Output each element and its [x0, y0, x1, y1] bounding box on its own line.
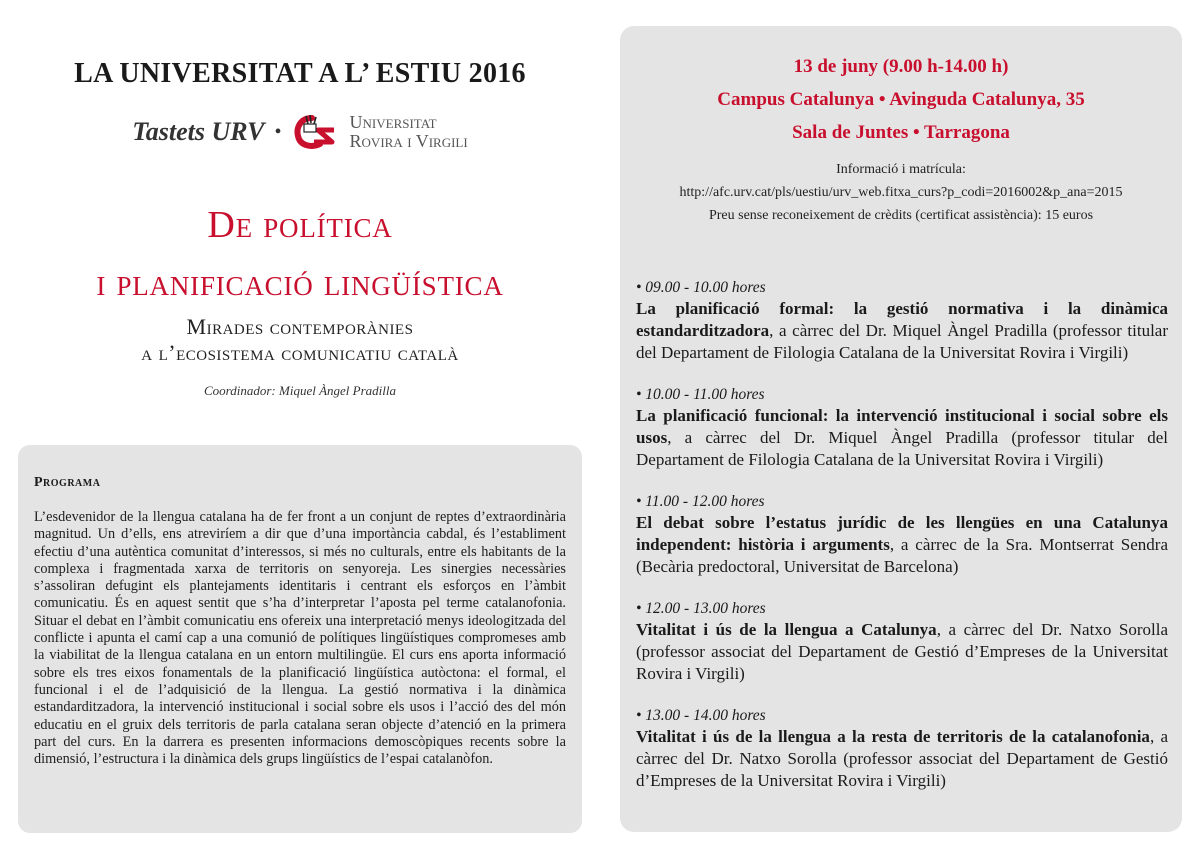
session-title: Vitalitat i ús de la llengua a la resta de territoris de la catalanofonia [636, 727, 1150, 746]
session-time: • 09.00 - 10.00 hores [636, 279, 766, 296]
course-subtitle-line-1: Mirades contemporànies [186, 314, 414, 339]
course-title [18, 196, 582, 312]
event-venue: Campus Catalunya • Avinguda Catalunya, 35 [717, 89, 1085, 110]
session-description [636, 298, 1168, 364]
session-speaker: , a càrrec de la Sra. Montserrat Sendra (Becària predoctoral, Universitat de Barcelona) [636, 535, 1168, 576]
program-body: L’esdevenidor de la llengua catalana ha de fer front a un conjunt de reptes d’extraordinària magnitud. Un d’ells, ens atreviríem a dir que d’una importància cabdal, és l’establiment efectiu d’una autèntica comunitat d’interessos, si més no culturals, entre els habitants de la complexa i fragmentada xarxa de territoris on senyoreja. Les sinergies necessàries s’assoliran defugint els plantejaments identitaris i centrant els esforços en l’àmbit comunicatiu. És en aquest sentit que s’ha d’interpretar l’aposta pel terme catalanofonia. Situar el debat en l’àmbit comunicatiu ens ofereix una interpretació menys ideologitzada del conflicte i apunta el camí cap a una comunió de polítiques lingüístiques compromeses amb la viabilitat de la llengua catalana en un entorn multilingüe. El curs ens aporta informació sobre els tres eixos fonamentals de la planificació lingüística autòctona: el formal, el funcional i el de l’adquisició de la llengua. La gestió normativa i la dinàmica estandarditzadora, la intervenció institucional i social sobre els usos i l’acció des del món educatiu en el gruix dels territoris de parla catalana seran objecte d’atenció en la primera part del curs. En la darrera es presenten informacions demoscòpiques recents sobre la dimensió, l’estructura i la dinàmica dels grups lingüístics de l’espai catalanòfon. [34, 509, 566, 768]
program-panel [18, 445, 582, 833]
session-description [636, 405, 1168, 471]
registration-info [620, 158, 1182, 227]
event-info [620, 50, 1182, 149]
urv-logo-icon [292, 112, 340, 152]
session-description [636, 619, 1168, 685]
session-time: • 13.00 - 14.00 hores [636, 707, 766, 724]
session-item [636, 492, 1168, 578]
session-title: El debat sobre l’estatus jurídic de les llengües en una Catalunya independent: història i arguments [636, 513, 1168, 554]
session-speaker: , a càrrec del Dr. Miquel Àngel Pradilla (professor titular del Departament de Filologia Catalana de la Universitat Rovira i Virgili) [636, 321, 1168, 362]
info-label: Informació i matrícula: [836, 162, 966, 177]
logo-line-2: Rovira i Virgili [349, 131, 468, 151]
tastets-label: Tastets URV [132, 117, 265, 146]
registration-link[interactable]: http://afc.urv.cat/pls/uestiu/urv_web.fitxa_curs?p_codi=2016002&p_ana=2015 [679, 185, 1123, 200]
program-heading: Programa [34, 475, 101, 490]
brand-row [18, 108, 582, 156]
session-time: • 11.00 - 12.00 hores [636, 493, 765, 510]
event-date: 13 de juny (9.00 h-14.00 h) [793, 56, 1009, 77]
session-description [636, 726, 1168, 792]
course-title-line-2: i planificació lingüística [96, 262, 504, 304]
course-title-line-1: De política [207, 204, 393, 246]
bullet-separator: • [274, 120, 282, 143]
session-title: La planificació funcional: la intervenció institucional i social sobre els usos [636, 406, 1168, 447]
session-speaker: , a càrrec del Dr. Miquel Àngel Pradilla (professor titular del Departament de Filologia Catalana de la Universitat Rovira i Virgili) [636, 428, 1168, 469]
session-list [636, 278, 1168, 813]
coordinator: Coordinador: Miquel Àngel Pradilla [204, 383, 396, 398]
course-subtitle [18, 314, 582, 366]
session-speaker: , a càrrec del Dr. Natxo Sorolla (professor associat del Departament de Gestió d’Empreses de la Universitat Rovira i Virgili) [636, 727, 1168, 790]
session-speaker: , a càrrec del Dr. Natxo Sorolla (professor associat del Departament de Gestió d’Empreses de la Universitat Rovira i Virgili) [636, 620, 1168, 683]
schedule-panel [620, 26, 1182, 832]
urv-logo-text [350, 113, 468, 151]
course-subtitle-line-2: a l’ecosistema comunicatiu català [141, 340, 459, 365]
session-title: Vitalitat i ús de la llengua a Catalunya [636, 620, 937, 639]
session-item [636, 278, 1168, 364]
session-description [636, 512, 1168, 578]
session-title: La planificació formal: la gestió normativa i la dinàmica estandarditzadora [636, 299, 1168, 340]
session-time: • 10.00 - 11.00 hores [636, 386, 765, 403]
price-info: Preu sense reconeixement de crèdits (certificat assistència): 15 euros [708, 208, 1094, 223]
logo-line-1: Universitat [349, 112, 437, 132]
left-column [18, 0, 582, 849]
session-time: • 12.00 - 13.00 hores [636, 600, 766, 617]
session-item [636, 599, 1168, 685]
event-room: Sala de Juntes • Tarragona [792, 122, 1010, 143]
session-item [636, 706, 1168, 792]
session-item [636, 385, 1168, 471]
header-title: LA UNIVERSITAT A L’ ESTIU 2016 [74, 58, 526, 89]
